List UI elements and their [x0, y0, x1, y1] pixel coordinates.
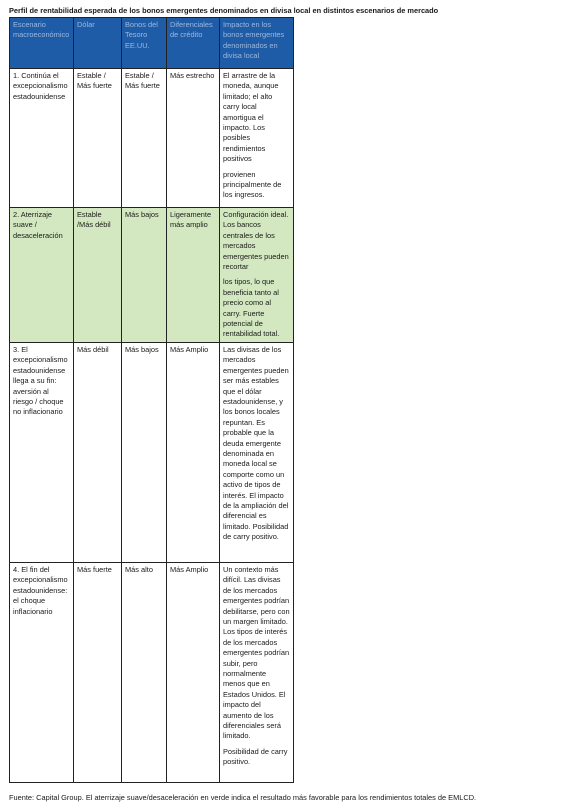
cell-treasuries: Más bajos — [122, 342, 167, 562]
table-header-row — [10, 18, 294, 69]
cell-treasuries: Más bajos — [122, 208, 167, 343]
cell-impact — [220, 69, 294, 208]
header-spreads: Diferenciales de crédito — [167, 18, 220, 69]
cell-scenario: 4. El fin del excepcionalismo estadounidense: el choque inflacionario — [10, 562, 74, 782]
table-row — [10, 342, 294, 562]
cell-spreads: Más Amplio — [167, 562, 220, 782]
table-row-highlighted — [10, 208, 294, 343]
impact-paragraph: El arrastre de la moneda, aunque limitado; el alto carry local amortigua el impacto. Los posibles rendimientos positivos — [223, 71, 279, 164]
header-dollar: Dólar — [74, 18, 122, 69]
impact-paragraph: provienen principalmente de los ingresos. — [223, 169, 282, 200]
table-title: Perfil de rentabilidad esperada de los bonos emergentes denominados en divisa local en distintos escenarios de mercado — [9, 6, 439, 15]
header-treasuries: Bonos del Tesoro EE.UU. — [122, 18, 167, 69]
source-note: Fuente: Capital Group. El aterrizaje suave/desaceleración en verde indica el resultado más favorable para los rendimientos totales de EMLCD. — [9, 793, 477, 802]
cell-dollar: Más fuerte — [74, 562, 122, 782]
cell-treasuries: Estable / Más fuerte — [122, 69, 167, 208]
impact-paragraph: Un contexto más difícil. Las divisas de los mercados emergentes podrían debilitarse, pero con un margen limitado. Los tipos de interés de los mercados emergentes podrían subir, pero normalmente menos que en Estados Unidos. El impacto del aumento de los diferenciales será limitado. — [223, 564, 290, 741]
cell-impact — [220, 562, 294, 782]
header-impact: Impacto en los bonos emergentes denominados en divisa local — [220, 18, 294, 69]
header-scenario: Escenario macroeconómico — [10, 18, 74, 69]
cell-scenario: 2. Aterrizaje suave / desaceleración — [10, 208, 74, 343]
cell-impact — [220, 342, 294, 562]
cell-scenario: 1. Continúa el excepcionalismo estadounidense — [10, 69, 74, 208]
cell-impact — [220, 208, 294, 343]
impact-paragraph: Configuración ideal. Los bancos centrales de los mercados emergentes pueden recortar — [223, 210, 289, 272]
table-row — [10, 69, 294, 208]
impact-paragraph: Posibilidad de carry positivo. — [223, 746, 288, 767]
scenario-table — [9, 17, 294, 783]
cell-spreads: Más Amplio — [167, 342, 220, 562]
impact-paragraph: Las divisas de los mercados emergentes pueden ser más estables que el dólar estadounidense, y los bonos locales repuntan. Es probable que la deuda emergente denominada en moneda local se comporte como un activo de tipos de interés. El impacto de la ampliación del diferencial es limitado. Posibilidad de carry positivo. — [223, 344, 289, 542]
cell-scenario: 3. El excepcionalismo estadounidense llega a su fin: aversión al riesgo / choque no inflacionario — [10, 342, 74, 562]
impact-paragraph: los tipos, lo que beneficia tanto al precio como al carry. Fuerte potencial de rentabilidad total. — [223, 277, 280, 339]
cell-spreads: Más estrecho — [167, 69, 220, 208]
cell-dollar: Estable / Más fuerte — [74, 69, 122, 208]
cell-spreads: Ligeramente más amplio — [167, 208, 220, 343]
cell-dollar: Más débil — [74, 342, 122, 562]
table-row — [10, 562, 294, 782]
cell-dollar: Estable /Más débil — [74, 208, 122, 343]
cell-treasuries: Más alto — [122, 562, 167, 782]
